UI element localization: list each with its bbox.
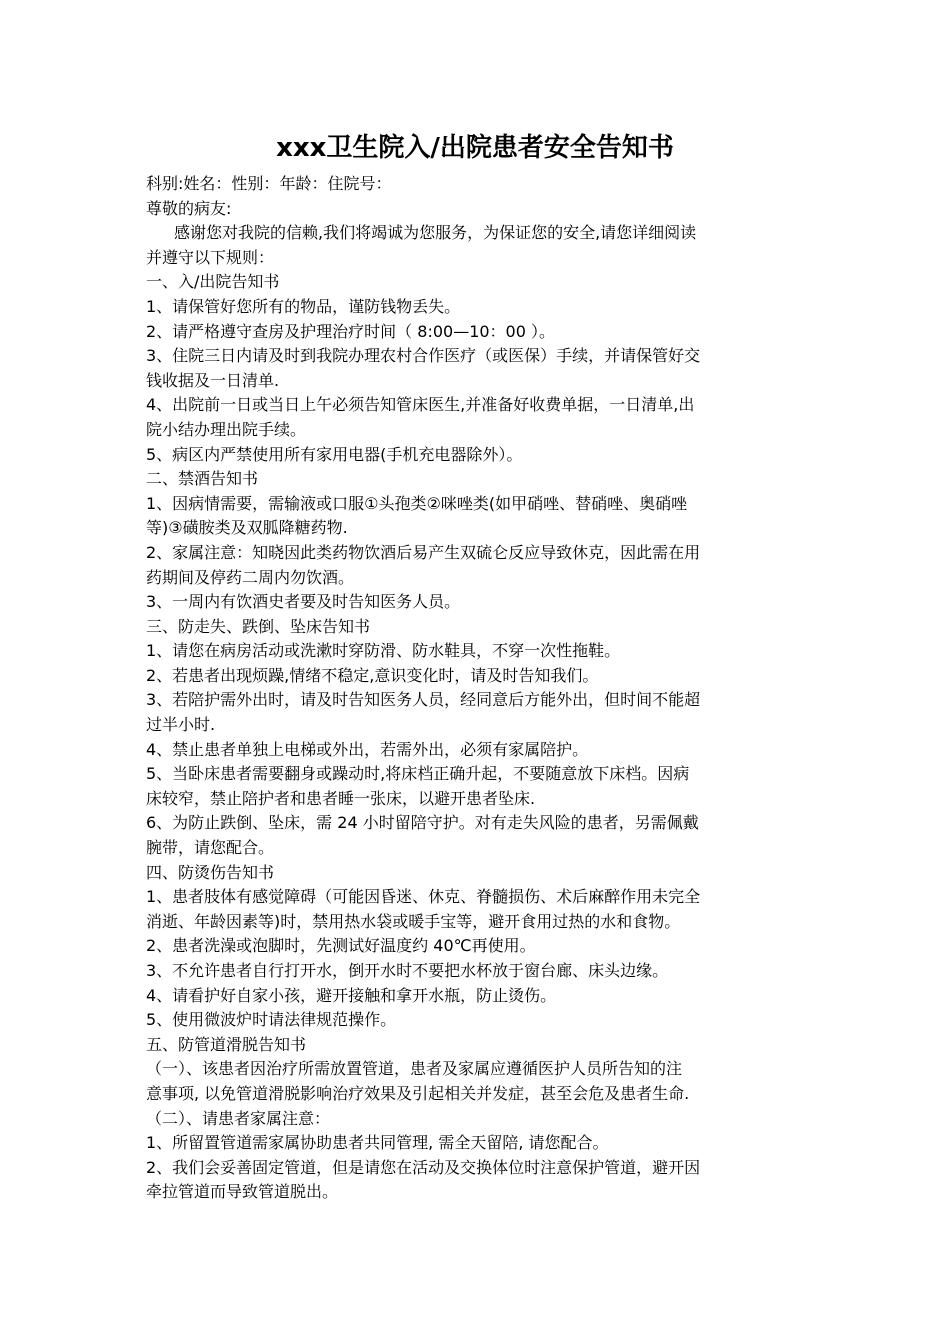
paragraph-line: 等)③磺胺类及双胍降糖药物. (146, 518, 348, 538)
intro-line: 感谢您对我院的信赖,我们将竭诚为您服务，为保证您的安全,请您详细阅读 (174, 223, 697, 243)
paragraph-line: 2、若患者出现烦躁,情绪不稳定,意识变化时，请及时告知我们。 (146, 665, 599, 685)
section-heading: 一、入/出院告知书 (146, 272, 280, 292)
paragraph-line: 4、出院前一日或当日上午必须告知管床医生,并准备好收费单据，一日清单,出 (146, 395, 695, 415)
section-heading: 四、防烫伤告知书 (146, 862, 275, 882)
paragraph-line: 院小结办理出院手续。 (146, 419, 307, 439)
paragraph-line: 3、一周内有饮酒史者要及时告知医务人员。 (146, 592, 461, 612)
paragraph-line: 床较窄，禁止陪护者和患者睡一张床，以避开患者坠床. (146, 788, 536, 808)
paragraph-line: （二）、请患者家属注意： (146, 1108, 331, 1128)
paragraph-line: 2、患者洗澡或泡脚时，先测试好温度约 40℃再使用。 (146, 936, 536, 956)
paragraph-line: 牵拉管道而导致管道脱出。 (146, 1182, 339, 1202)
paragraph-line: 3、不允许患者自行打开水，倒开水时不要把水杯放于窗台廊、床头边缘。 (146, 961, 669, 980)
document-body (146, 172, 808, 1205)
section-heading: 三、防走失、跌倒、坠床告知书 (146, 616, 371, 636)
section-heading: 五、防管道滑脱告知书 (146, 1034, 307, 1054)
paragraph-line: 1、患者肢体有感觉障碍（可能因昏迷、休克、脊髓损伤、术后麻醉作用未完全 (146, 887, 701, 907)
name-label: 姓名： (183, 174, 232, 193)
paragraph-line: 2、我们会妥善固定管道，但是请您在活动及交换体位时注意保护管道，避开因 (146, 1157, 701, 1177)
admission-number-label: 住院号： (327, 174, 392, 193)
gender-label: 性别： (231, 174, 280, 193)
document-title: xxx卫生院入/出院患者安全告知书 (276, 133, 674, 163)
paragraph-line: 3、若陪护需外出时，请及时告知医务人员，经同意后方能外出，但时间不能超 (146, 690, 701, 710)
paragraph-line: 1、所留置管道需家属协助患者共同管理, 需全天留陪, 请您配合。 (146, 1133, 609, 1153)
paragraph-line: 2、家属注意：知晓因此类药物饮酒后易产生双硫仑反应导致休克，因此需在用 (146, 542, 701, 562)
paragraph-line: 4、请看护好自家小孩，避开接触和拿开水瓶，防止烫伤。 (146, 985, 557, 1005)
dept-label: 科别: (146, 174, 184, 193)
paragraph-line: 1、因病情需要，需输液或口服①头孢类②咪唑类(如甲硝唑、替硝唑、奥硝唑 (146, 493, 688, 513)
paragraph-line: 意事项, 以免管道滑脱影响治疗效果及引起相关并发症，甚至会危及患者生命. (146, 1083, 690, 1103)
salutation: 尊敬的病友: (146, 198, 232, 218)
age-label: 年龄： (279, 174, 328, 193)
paragraph-line: 2、请严格遵守查房及护理治疗时间（ 8:00—10：00 ）。 (146, 321, 556, 341)
paragraph-line: 5、病区内严禁使用所有家用电器(手机充电器除外）。 (146, 444, 523, 464)
paragraph-line: 腕带，请您配合。 (146, 838, 275, 858)
paragraph-line: 钱收据及一日清单. (146, 370, 280, 390)
paragraph-line: 过半小时. (146, 715, 216, 735)
paragraph-line: 1、请您在病房活动或洗漱时穿防滑、防水鞋具，不穿一次性拖鞋。 (146, 641, 621, 661)
paragraph-line: 5、当卧床患者需要翻身或躁动时,将床档正确升起，不要随意放下床档。因病 (146, 764, 690, 784)
paragraph-line: 消逝、年龄因素等)时，禁用热水袋或暖手宝等，避开食用过热的水和食物。 (146, 911, 681, 931)
paragraph-line: 6、为防止跌倒、坠床，需 24 小时留陪守护。对有走失风险的患者，另需佩戴 (146, 813, 699, 833)
patient-info-line (146, 172, 808, 197)
paragraph-line: 3、住院三日内请及时到我院办理农村合作医疗（或医保）手续，并请保管好交 (146, 346, 701, 366)
paragraph-line: （一）、该患者因治疗所需放置管道，患者及家属应遵循医护人员所告知的注 (146, 1059, 683, 1079)
paragraph-line: 药期间及停药二周内勿饮酒。 (146, 567, 355, 587)
paragraph-line: 1、请保管好您所有的物品，谨防钱物丢失。 (146, 296, 461, 316)
paragraph-line: 4、禁止患者单独上电梯或外出，若需外出，必须有家属陪护。 (146, 739, 589, 759)
section-heading: 二、禁酒告知书 (146, 469, 259, 489)
paragraph-line: 5、使用微波炉时请法律规范操作。 (146, 1010, 397, 1030)
intro-line: 并遵守以下规则： (146, 247, 275, 267)
